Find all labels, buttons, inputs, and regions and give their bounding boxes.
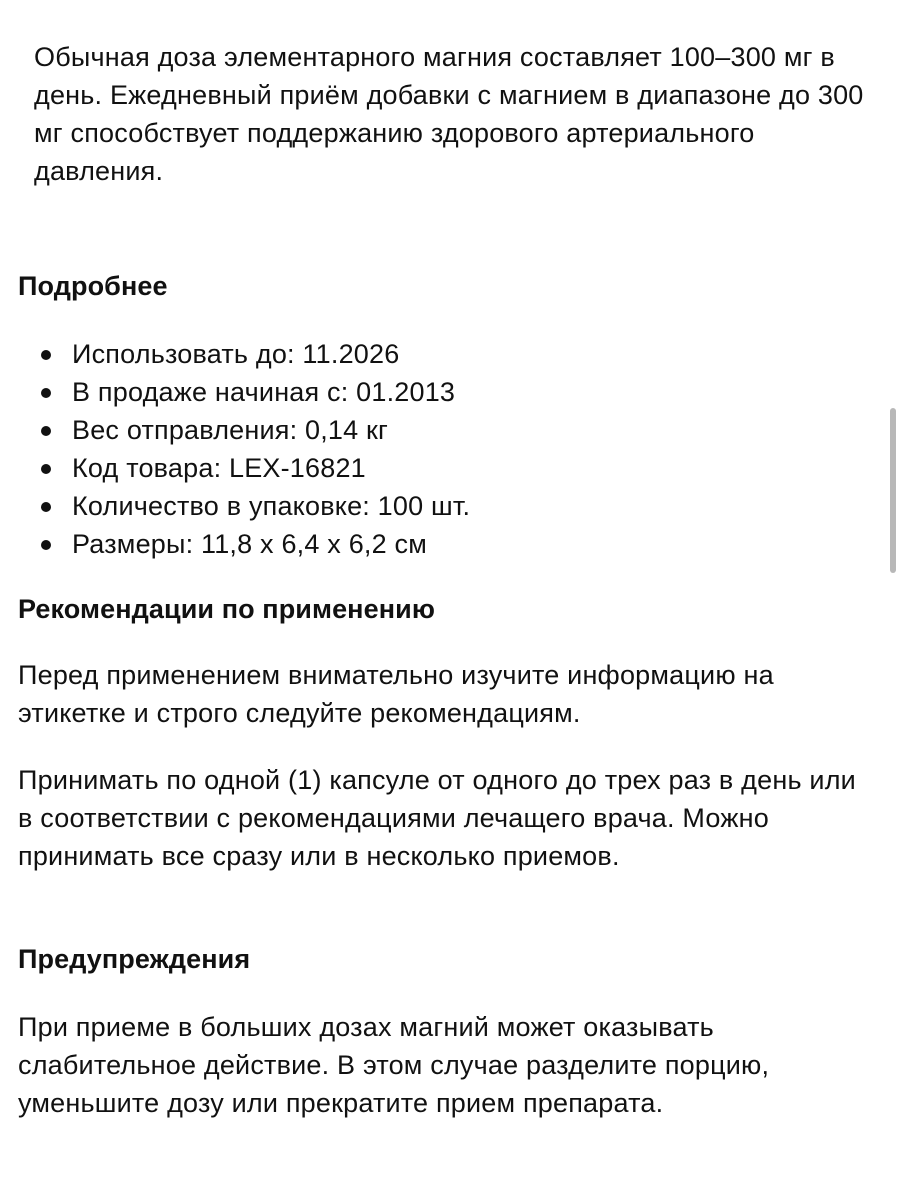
- bullet-icon: [41, 388, 51, 398]
- warnings-heading: Предупреждения: [18, 944, 251, 974]
- spec-item-dimensions: [18, 525, 868, 563]
- spec-item-label: Код товара: LEX-16821: [72, 453, 366, 483]
- usage-paragraph: Принимать по одной (1) капсуле от одного до трех раз в день или в соответствии с рекомендациями лечащего врача. Можно принимать все сразу или в несколько приемов.: [18, 765, 856, 871]
- usage-heading: Рекомендации по применению: [18, 594, 435, 624]
- spec-item-label: Размеры: 11,8 x 6,4 x 6,2 см: [72, 529, 427, 559]
- bullet-icon: [41, 350, 51, 360]
- details-heading: Подробнее: [18, 271, 168, 301]
- bullet-icon: [41, 426, 51, 436]
- warning-paragraph: При приеме в больших дозах магний может оказывать слабительное действие. В этом случае разделите порцию, уменьшите дозу или прекратите прием препарата.: [18, 1012, 770, 1118]
- spec-item-package-count: [18, 487, 868, 525]
- product-specs-list: [18, 335, 868, 563]
- vertical-scrollbar[interactable]: [890, 408, 896, 573]
- spec-item-label: Использовать до: 11.2026: [72, 339, 400, 369]
- spec-item-expiry: [18, 335, 868, 373]
- spec-item-label: Вес отправления: 0,14 кг: [72, 415, 389, 445]
- spec-item-weight: [18, 411, 868, 449]
- spec-item-label: В продаже начиная с: 01.2013: [72, 377, 456, 407]
- spec-item-label: Количество в упаковке: 100 шт.: [72, 491, 471, 521]
- bullet-icon: [41, 502, 51, 512]
- bullet-icon: [41, 540, 51, 550]
- usage-paragraph: Перед применением внимательно изучите информацию на этикетке и строго следуйте рекомендациям.: [18, 660, 774, 728]
- bullet-icon: [41, 464, 51, 474]
- spec-item-product-code: [18, 449, 868, 487]
- intro-paragraph: Обычная доза элементарного магния составляет 100–300 мг в день. Ежедневный приём добавки с магнием в диапазоне до 300 мг способствует поддержанию здорового артериального давления.: [34, 42, 864, 186]
- spec-item-on-sale-since: [18, 373, 868, 411]
